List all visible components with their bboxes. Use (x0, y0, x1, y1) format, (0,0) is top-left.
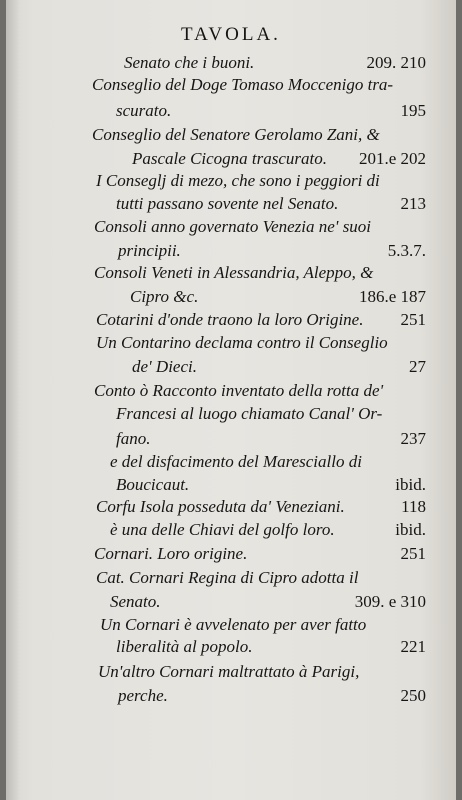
index-line-text: de' Dieci. (132, 357, 197, 376)
index-line-text: tutti passano sovente nel Senato. (116, 194, 339, 213)
index-line-text: Conseglio del Senatore Gerolamo Zani, & (92, 125, 380, 144)
index-line (6, 74, 456, 96)
index-line-text: Pascale Cicogna trascurato. (132, 149, 328, 168)
index-line-text: Cat. Cornari Regina di Cipro adotta il (96, 568, 359, 587)
index-line-text: Boucicaut. (116, 475, 190, 494)
index-line (6, 262, 456, 284)
index-line-page-number: 195 (400, 101, 426, 120)
index-line (6, 356, 456, 378)
index-line (6, 543, 456, 565)
index-line-text: principii. (118, 241, 181, 260)
index-line (6, 591, 456, 613)
index-line-page-number: 221 (400, 637, 426, 656)
index-line-text: Corfu Isola posseduta da' Veneziani. (96, 497, 345, 516)
index-line-page-number: ibid. (395, 520, 426, 539)
index-line-page-number: 213 (400, 194, 426, 213)
index-line-text: scurato. (116, 101, 172, 120)
index-line-page-number: 201.e 202 (358, 149, 426, 168)
index-line (6, 286, 456, 308)
index-line-text: Cotarini d'onde traono la loro Origine. (96, 310, 364, 329)
index-line-text: Francesi al luogo chiamato Canal' Or- (116, 404, 383, 423)
index-line (6, 636, 456, 658)
index-line (6, 309, 456, 331)
index-line (6, 170, 456, 192)
index-line-text: Conseglio del Doge Tomaso Moccenigo tra- (92, 75, 394, 94)
index-line-text: liberalità al popolo. (116, 637, 253, 656)
index-line-page-number: 250 (400, 686, 426, 705)
index-line-page-number: 209. 210 (366, 53, 426, 72)
index-line-text: I Conseglj di mezo, che sono i peggiori di (96, 171, 380, 190)
index-line (6, 332, 456, 354)
index-line-page-number: 237 (400, 429, 426, 448)
index-line (6, 474, 456, 496)
index-line (6, 519, 456, 541)
index-line-text: perche. (118, 686, 168, 705)
index-line (6, 380, 456, 402)
index-line (6, 216, 456, 238)
index-entries (6, 0, 456, 800)
index-line (6, 661, 456, 683)
index-line-text: Un'altro Cornari maltrattato à Parigi, (98, 662, 360, 681)
book-page (6, 0, 456, 800)
index-line-text: Senato che i buoni. (124, 53, 255, 72)
index-line-text: Un Cornari è avvelenato per aver fatto (100, 615, 367, 634)
index-line (6, 100, 456, 122)
index-line-text: Cipro &c. (130, 287, 199, 306)
index-line (6, 428, 456, 450)
index-line (6, 496, 456, 518)
index-line-text: Un Contarino declama contro il Conseglio (96, 333, 388, 352)
index-line-text: Conto ò Racconto inventato della rotta de' (94, 381, 384, 400)
index-line-page-number: 5.3.7. (387, 241, 426, 260)
index-line-page-number: 27 (409, 357, 426, 376)
index-line (6, 403, 456, 425)
index-line (6, 124, 456, 146)
index-line-page-number: 251 (400, 310, 426, 329)
index-line-text: e del disfacimento del Maresciallo di (110, 452, 362, 471)
index-line-page-number: 309. e 310 (354, 592, 426, 611)
index-line (6, 193, 456, 215)
index-line-text: è una delle Chiavi del golfo loro. (110, 520, 335, 539)
index-line (6, 240, 456, 262)
index-line-text: Cornari. Loro origine. (94, 544, 248, 563)
index-line-text: Consoli anno governato Venezia ne' suoi (94, 217, 372, 236)
index-line (6, 685, 456, 707)
index-line-text: Consoli Veneti in Alessandria, Aleppo, & (94, 263, 374, 282)
index-line-text: fano. (116, 429, 151, 448)
index-line-text: Senato. (110, 592, 161, 611)
index-line-page-number: 251 (400, 544, 426, 563)
index-line (6, 451, 456, 473)
page-header: TAVOLA. (181, 24, 281, 45)
index-line (6, 614, 456, 636)
index-line (6, 52, 456, 74)
index-line (6, 567, 456, 589)
index-line-page-number: 118 (401, 497, 426, 516)
index-line-page-number: 186.e 187 (358, 287, 426, 306)
index-line-page-number: ibid. (395, 475, 426, 494)
index-line (6, 148, 456, 170)
